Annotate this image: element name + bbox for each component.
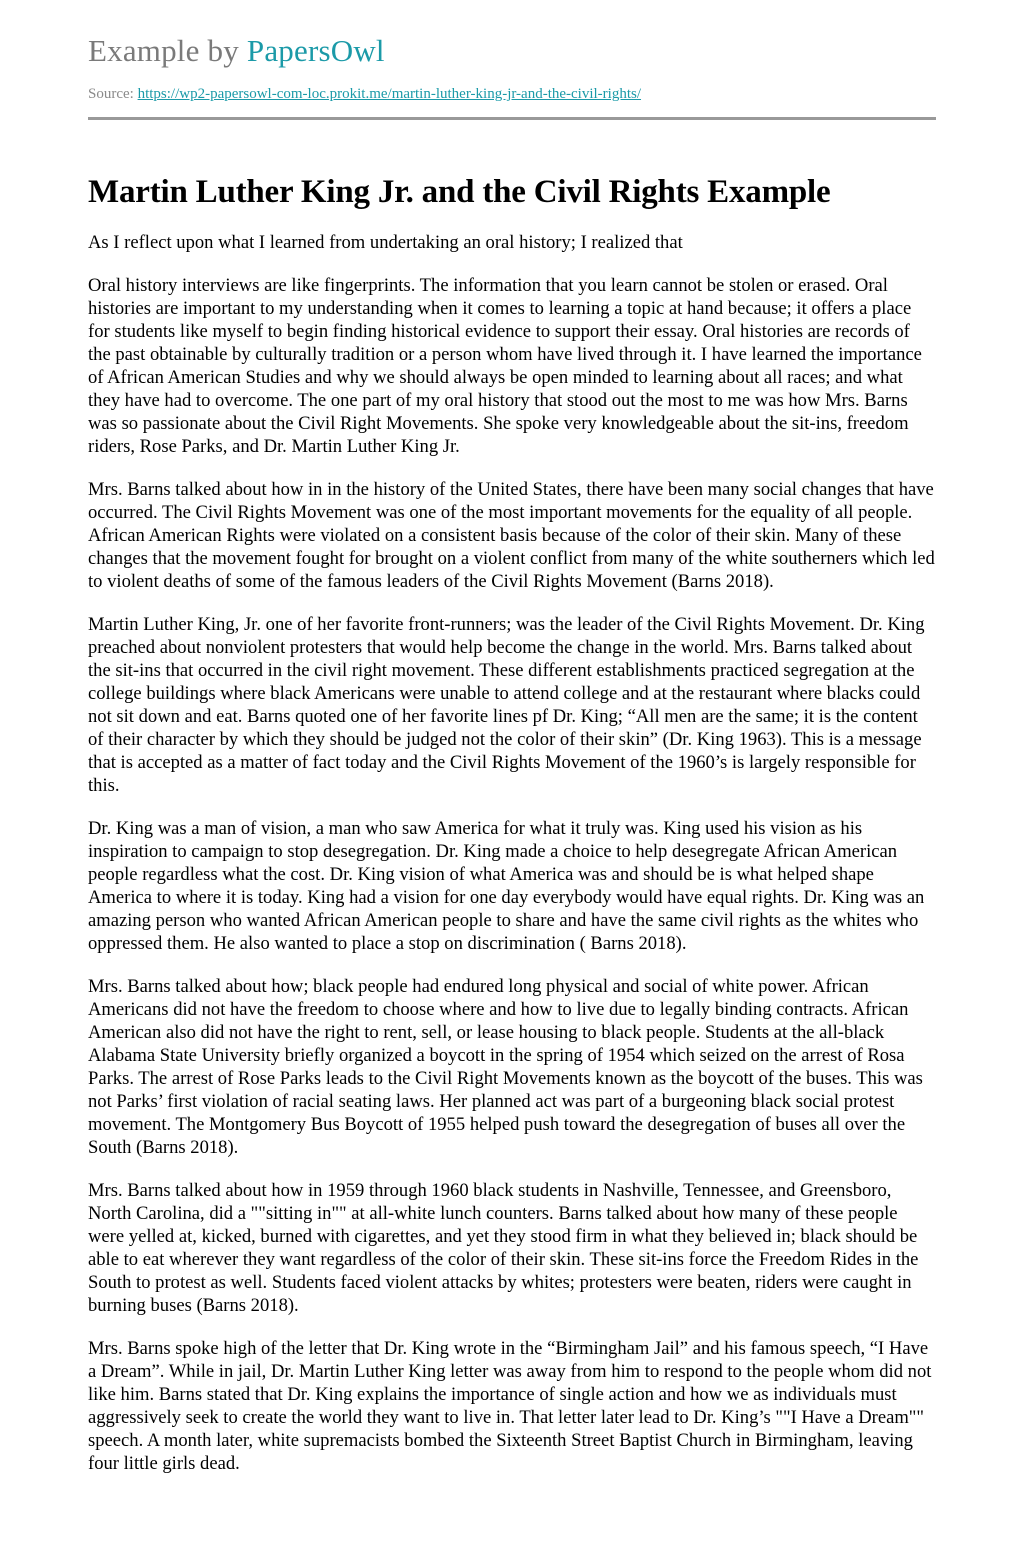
body-paragraph-3: Martin Luther King, Jr. one of her favorite front-runners; was the leader of the Civil Rights Movement. Dr. King preached about nonviolent protesters that would help become the change in the world. Mrs. Barns talked about the sit-ins that occurred in the civil right movement. These different establishments practiced segregation at the college buildings where black Americans were unable to attend college and at the restaurant where blacks could not sit down and eat. Barns quoted one of her favorite lines pf Dr. King; “All men are the same; it is the content of their character by which they should be judged not the color of their skin” (Dr. King 1963). This is a message that is accepted as a matter of fact today and the Civil Rights Movement of the 1960’s is largely responsible for this. [88,614,925,796]
header-divider [88,117,936,120]
source-label: Source: [88,86,138,102]
document-page [88,0,936,1475]
source-line [88,84,936,104]
body-paragraph-6: Mrs. Barns talked about how in 1959 through 1960 black students in Nashville, Tennessee, and Greensboro, North Carolina, did a ""sitting in"" at all-white lunch counters. Barns talked about how many of these people were yelled at, kicked, burned with cigarettes, and yet they stood firm in what they believed in; black should be able to eat wherever they want regardless of the color of their skin. These sit-ins force the Freedom Rides in the South to protest as well. Students faced violent attacks by whites; protesters were beaten, riders were caught in burning buses (Barns 2018). [88,1180,919,1316]
brand-prefix: Example by [88,33,247,68]
source-link[interactable]: https://wp2-papersowl-com-loc.prokit.me/martin-luther-king-jr-and-the-civil-rights/ [137,86,642,102]
document-title: Martin Luther King Jr. and the Civil Rights Example [88,174,831,210]
body-paragraph-2: Mrs. Barns talked about how in in the history of the United States, there have been many social changes that have occurred. The Civil Rights Movement was one of the most important movements for the equality of all people. African American Rights were violated on a consistent basis because of the color of their skin. Many of these changes that the movement fought for brought on a violent conflict from many of the white southerners which led to violent deaths of some of the famous leaders of the Civil Rights Movement (Barns 2018). [88,479,935,592]
body-paragraph-5: Mrs. Barns talked about how; black people had endured long physical and social of white power. African Americans did not have the freedom to choose where and how to live due to legally binding contracts. African American also did not have the right to rent, sell, or lease housing to black people. Students at the all-black Alabama State University briefly organized a boycott in the spring of 1954 which seized on the arrest of Rosa Parks. The arrest of Rose Parks leads to the Civil Right Movements known as the boycott of the buses. This was not Parks’ first violation of racial seating laws. Her planned act was part of a burgeoning black social protest movement. The Montgomery Bus Boycott of 1955 helped push toward the desegregation of buses all over the South (Barns 2018). [88,976,923,1158]
document-body [88,274,936,1475]
intro-line: As I reflect upon what I learned from undertaking an oral history; I realized that [88,232,683,253]
body-paragraph-7: Mrs. Barns spoke high of the letter that Dr. King wrote in the “Birmingham Jail” and his famous speech, “I Have a Dream”. While in jail, Dr. Martin Luther King letter was away from him to respond to the people whom did not like him. Barns stated that Dr. King explains the importance of single action and how we as individuals must aggressively seek to create the world they want to live in. That letter later lead to Dr. King’s ""I Have a Dream"" speech. A month later, white supremacists bombed the Sixteenth Street Baptist Church in Birmingham, leaving four little girls dead. [88,1338,932,1474]
brand-header [88,32,936,70]
body-paragraph-1: Oral history interviews are like fingerprints. The information that you learn cannot be stolen or erased. Oral histories are important to my understanding when it comes to learning a topic at hand because; it offers a place for students like myself to begin finding historical evidence to support their essay. Oral histories are records of the past obtainable by culturally tradition or a person whom have lived through it. I have learned the importance of African American Studies and why we should always be open minded to learning about all races; and what they have had to overcome. The one part of my oral history that stood out the most to me was how Mrs. Barns was so passionate about the Civil Right Movements. She spoke very knowledgeable about the sit-ins, freedom riders, Rose Parks, and Dr. Martin Luther King Jr. [88,275,922,457]
brand-name: PapersOwl [246,33,385,68]
body-paragraph-4: Dr. King was a man of vision, a man who saw America for what it truly was. King used his vision as his inspiration to campaign to stop desegregation. Dr. King made a choice to help desegregate African American people regardless what the cost. Dr. King vision of what America was and should be is what helped shape America to where it is today. King had a vision for one day everybody would have equal rights. Dr. King was an amazing person who wanted African American people to share and have the same civil rights as the whites who oppressed them. He also wanted to place a stop on discrimination ( Barns 2018). [88,818,925,954]
